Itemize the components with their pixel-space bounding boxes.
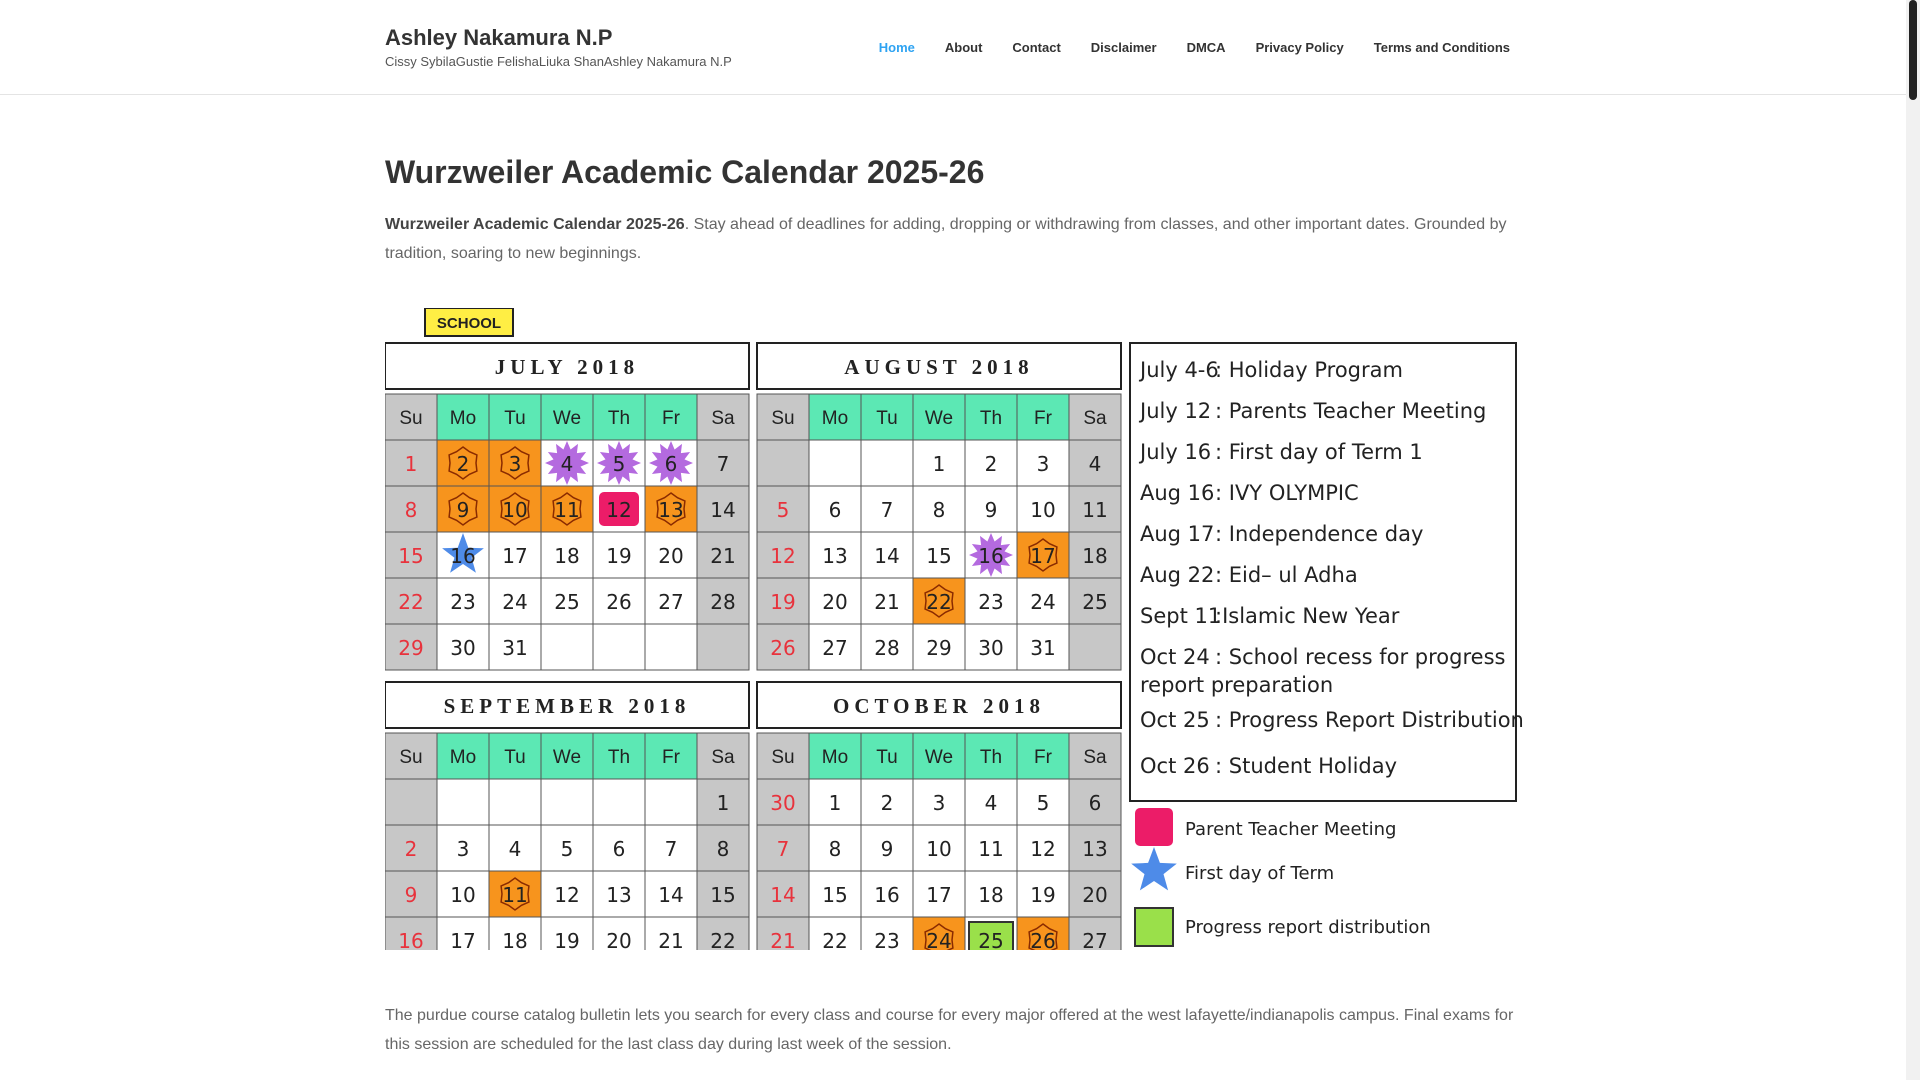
date-number: 11 [554,498,580,522]
date-number: 28 [710,590,736,614]
date-number: 24 [1030,590,1056,614]
date-number: 6 [828,498,842,522]
date-number: 3 [1036,452,1050,476]
event-description: : Eid– ul Adha [1215,563,1358,587]
date-number: 22 [822,929,848,950]
date-cell [757,440,809,486]
day-header-label: Tu [876,408,898,429]
date-number: 5 [612,452,626,476]
date-number: 16 [450,544,476,568]
date-number: 19 [770,590,796,614]
date-number: 29 [398,636,424,660]
event-description: : School recess for progress [1215,645,1506,669]
date-number: 5 [560,837,574,861]
date-number: 13 [822,544,848,568]
day-header-label: We [552,747,582,768]
date-number: 19 [606,544,632,568]
date-number: 13 [606,883,632,907]
date-number: 14 [874,544,900,568]
date-number: 4 [984,791,998,815]
date-number: 10 [926,837,952,861]
date-number: 12 [1030,837,1056,861]
day-header-label: Fr [1034,747,1052,768]
green-square-icon [1135,908,1173,946]
nav-terms[interactable]: Terms and Conditions [1373,40,1510,55]
date-number: 17 [926,883,952,907]
date-number: 12 [606,498,632,522]
nav-contact[interactable]: Contact [1012,40,1061,55]
date-number: 25 [554,590,580,614]
date-number: 21 [874,590,900,614]
main-nav [849,40,1510,56]
event-description: :Islamic New Year [1215,604,1400,628]
date-number: 20 [822,590,848,614]
legend-label: First day of Term [1185,863,1335,884]
school-badge-label: SCHOOL [436,315,502,332]
day-header-label: Fr [662,747,680,768]
date-number: 23 [978,590,1004,614]
date-number: 8 [932,498,946,522]
date-cell [385,779,437,825]
site-header [0,0,1920,95]
event-date: July 4-6 [1140,358,1219,382]
scrollbar-thumb[interactable] [1909,0,1917,100]
date-number: 9 [456,498,470,522]
date-number: 15 [926,544,952,568]
date-number: 22 [398,590,424,614]
date-number: 8 [828,837,842,861]
nav-dmca[interactable]: DMCA [1186,40,1226,55]
legend-label: Progress report distribution [1185,917,1431,938]
date-number: 8 [716,837,730,861]
pink-square-icon [1135,808,1173,846]
date-cell [541,624,593,670]
event-date: Aug 22 [1140,563,1215,587]
date-cell [541,779,593,825]
date-number: 29 [926,636,952,660]
event-description: : Progress Report Distribution [1215,708,1524,732]
date-number: 26 [770,636,796,660]
date-number: 10 [450,883,476,907]
site-title[interactable]: Ashley Nakamura N.P [385,25,613,50]
month-title: AUGUST 2018 [844,355,1034,379]
day-header-label: Sa [1083,747,1107,768]
date-number: 28 [874,636,900,660]
date-number: 31 [502,636,528,660]
day-header-label: Su [771,408,795,429]
event-description: : Independence day [1215,522,1424,546]
date-number: 6 [1088,791,1102,815]
date-number: 11 [502,883,528,907]
date-number: 8 [404,498,418,522]
date-number: 17 [450,929,476,950]
date-number: 2 [984,452,998,476]
day-header-label: Mo [821,747,849,768]
event-description: report preparation [1140,673,1334,697]
date-cell [645,624,697,670]
date-number: 9 [404,883,418,907]
date-number: 26 [1030,929,1056,950]
event-date: July 12 [1140,399,1212,423]
date-number: 7 [776,837,790,861]
date-cell [437,779,489,825]
site-tagline: Cissy SybilaGustie FelishaLiuka ShanAshley Nakamura N.P [385,54,732,69]
page-title: Wurzweiler Academic Calendar 2025-26 [385,154,985,190]
date-number: 15 [710,883,736,907]
date-number: 17 [1030,544,1056,568]
date-cell [861,440,913,486]
day-header-label: Th [979,408,1003,429]
date-number: 16 [978,544,1004,568]
date-number: 1 [404,452,418,476]
day-header-label: We [924,408,954,429]
event-description: : Holiday Program [1215,358,1403,382]
month-title: OCTOBER 2018 [833,694,1045,718]
date-number: 16 [874,883,900,907]
date-number: 19 [554,929,580,950]
day-header-label: Mo [449,408,477,429]
calendar-image [385,308,1525,950]
date-number: 2 [404,837,418,861]
date-number: 13 [1082,837,1108,861]
date-number: 2 [880,791,894,815]
event-date: Aug 17 [1140,522,1215,546]
legend-label: Parent Teacher Meeting [1185,819,1397,840]
date-number: 21 [770,929,796,950]
date-number: 27 [658,590,684,614]
date-number: 20 [658,544,684,568]
date-number: 21 [658,929,684,950]
date-number: 16 [398,929,424,950]
calendar-graphic [385,308,1525,950]
date-number: 17 [502,544,528,568]
date-cell [809,440,861,486]
date-cell [489,779,541,825]
date-number: 26 [606,590,632,614]
day-header-label: Th [607,408,631,429]
date-number: 20 [1082,883,1108,907]
day-header-label: Mo [821,408,849,429]
date-number: 7 [716,452,730,476]
nav-home[interactable]: Home [878,40,915,55]
day-header-label: Sa [1083,408,1107,429]
date-number: 1 [828,791,842,815]
day-header-label: Tu [876,747,898,768]
date-number: 1 [716,791,730,815]
event-date: Sept 11 [1140,604,1222,628]
nav-privacy-policy[interactable]: Privacy Policy [1255,40,1344,55]
date-number: 12 [770,544,796,568]
date-number: 18 [1082,544,1108,568]
date-number: 10 [502,498,528,522]
date-cell [697,624,749,670]
date-number: 21 [710,544,736,568]
event-date: Oct 25 [1140,708,1210,732]
month-title: JULY 2018 [494,355,640,379]
date-cell [1069,624,1121,670]
date-number: 11 [1082,498,1108,522]
date-number: 20 [606,929,632,950]
date-number: 18 [502,929,528,950]
event-date: July 16 [1140,440,1212,464]
date-number: 10 [1030,498,1056,522]
event-description: : IVY OLYMPIC [1215,481,1359,505]
event-date: Oct 24 [1140,645,1210,669]
event-description: : Parents Teacher Meeting [1215,399,1487,423]
day-header-label: Su [399,408,423,429]
month-title: SEPTEMBER 2018 [443,694,691,718]
day-header-label: We [924,747,954,768]
date-number: 7 [664,837,678,861]
date-number: 18 [554,544,580,568]
date-number: 9 [880,837,894,861]
day-header-label: Su [399,747,423,768]
date-number: 4 [560,452,574,476]
date-number: 30 [450,636,476,660]
date-number: 30 [770,791,796,815]
day-header-label: We [552,408,582,429]
nav-disclaimer[interactable]: Disclaimer [1090,40,1157,55]
date-number: 4 [508,837,522,861]
date-number: 2 [456,452,470,476]
post-intro [385,210,1525,268]
event-description: : Student Holiday [1215,754,1398,778]
date-number: 3 [932,791,946,815]
date-number: 4 [1088,452,1102,476]
date-number: 24 [926,929,952,950]
event-date: Aug 16 [1140,481,1215,505]
day-header-label: Th [979,747,1003,768]
day-header-label: Su [771,747,795,768]
date-number: 30 [978,636,1004,660]
date-number: 27 [1082,929,1108,950]
date-number: 18 [978,883,1004,907]
date-number: 23 [450,590,476,614]
date-number: 22 [710,929,736,950]
nav-about[interactable]: About [944,40,983,55]
date-number: 13 [658,498,684,522]
post-content [385,150,1525,284]
intro-bold: Wurzweiler Academic Calendar 2025-26 [385,216,685,233]
date-number: 3 [456,837,470,861]
date-number: 11 [978,837,1004,861]
date-cell [593,624,645,670]
date-number: 5 [1036,791,1050,815]
post-outro: The purdue course catalog bulletin lets you search for every class and course for every major offered at the west lafayette/indianapolis campus. Final exams for this session are scheduled for the last class day during last week of the session. [385,1007,1514,1053]
date-number: 12 [554,883,580,907]
intro-text: . Stay ahead of deadlines for adding, dropping or withdrawing from classes, and other important dates. Grounded by tradition, soaring to new beginnings. [385,216,1507,262]
date-number: 25 [1082,590,1108,614]
date-number: 6 [664,452,678,476]
day-header-label: Mo [449,747,477,768]
date-number: 24 [502,590,528,614]
date-number: 15 [398,544,424,568]
date-number: 22 [926,590,952,614]
date-cell [645,779,697,825]
day-header-label: Tu [504,408,526,429]
date-number: 25 [978,929,1004,950]
date-number: 14 [710,498,736,522]
date-number: 31 [1030,636,1056,660]
date-number: 9 [984,498,998,522]
date-number: 5 [776,498,790,522]
date-number: 1 [932,452,946,476]
day-header-label: Fr [1034,408,1052,429]
date-number: 14 [658,883,684,907]
day-header-label: Tu [504,747,526,768]
day-header-label: Sa [711,747,735,768]
event-description: : First day of Term 1 [1215,440,1423,464]
date-number: 7 [880,498,894,522]
scrollbar[interactable] [1906,0,1920,1080]
blue-star-icon [1131,847,1177,890]
date-number: 3 [508,452,522,476]
day-header-label: Sa [711,408,735,429]
date-number: 19 [1030,883,1056,907]
day-header-label: Th [607,747,631,768]
date-number: 6 [612,837,626,861]
date-number: 15 [822,883,848,907]
day-header-label: Fr [662,408,680,429]
date-number: 23 [874,929,900,950]
date-number: 14 [770,883,796,907]
date-cell [593,779,645,825]
event-date: Oct 26 [1140,754,1210,778]
date-number: 27 [822,636,848,660]
